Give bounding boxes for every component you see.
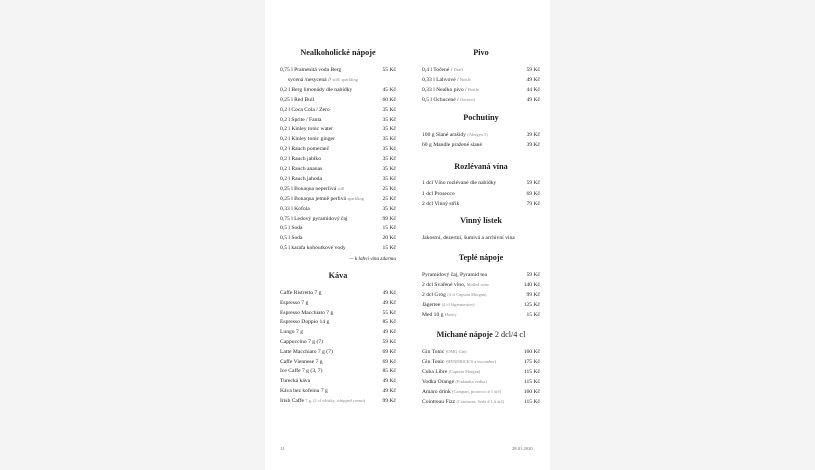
item-price: 115 Kč (523, 378, 540, 385)
menu-row (280, 105, 396, 115)
item-label: 0,2 l Kinley tonic ginger (280, 136, 335, 143)
menu-row (280, 144, 396, 154)
item-name (280, 386, 328, 396)
item-name (422, 270, 487, 280)
item-name (280, 327, 303, 337)
item-price: 69 Kč (382, 348, 396, 355)
item-price: 39 Kč (526, 142, 540, 148)
item-name (280, 65, 341, 75)
item-note: (OMG Gin) (445, 349, 467, 354)
item-price: 85 Kč (382, 368, 396, 375)
menu-row (280, 357, 396, 367)
item-label: Espresso Macchiato 7 g (280, 309, 334, 316)
item-label: 0,25 l Red Bull (280, 96, 315, 103)
item-label: 0,2 l Coca Cola / Zero (280, 106, 330, 113)
item-label: 1 dcl Víno rozlévané dle nabídky (422, 180, 497, 186)
item-name (422, 75, 471, 85)
item-label: 0,25 l Bonaqua neperlivá (280, 185, 337, 192)
item-price: 69 Kč (526, 190, 540, 197)
item-name (280, 124, 333, 134)
item-label: Cappuccino 7 g (7) (280, 339, 324, 345)
item-label: Amaro drink (422, 388, 451, 395)
item-name (422, 397, 504, 407)
item-name (422, 199, 459, 209)
item-label: Turecká káva (280, 378, 311, 385)
item-name (422, 178, 496, 188)
item-name (280, 204, 310, 214)
item-label: 0,2 l Berg limonády dle nabídky (280, 86, 353, 93)
item-label: Lungo 7 g (280, 329, 303, 336)
menu-row (422, 387, 540, 397)
item-note: (Campari, prosecco # 1 dcl) (452, 388, 502, 394)
item-name (280, 366, 322, 376)
section-title-teple: Teplé nápoje (458, 253, 504, 262)
item-price: 125 Kč (523, 302, 540, 308)
item-price: 35 Kč (382, 205, 396, 212)
item-name (280, 134, 335, 144)
item-label: sycená /nesycená // (288, 76, 332, 83)
menu-row (422, 397, 540, 407)
item-price: 49 Kč (526, 97, 540, 103)
section-title-pivo: Pivo (473, 48, 489, 57)
menu-row (422, 310, 540, 320)
item-note: (Finlandia vodka) (455, 378, 487, 384)
menu-row (280, 347, 396, 357)
item-name (280, 194, 364, 204)
item-label: Káva bez kofeinu 7 g (280, 388, 328, 394)
item-label: 0,75 l Pramenitá voda Berg (280, 67, 342, 73)
item-price: 49 Kč (382, 378, 396, 385)
item-note: still (337, 185, 345, 191)
item-name (280, 154, 321, 164)
item-price: 115 Kč (523, 398, 540, 405)
item-price: 15 Kč (382, 225, 396, 232)
item-label: Cuba Libre (422, 368, 448, 375)
menu-row (280, 174, 396, 184)
menu-row (422, 75, 540, 85)
item-note: sparkling (347, 195, 364, 201)
item-name (422, 280, 489, 290)
item-price: 35 Kč (382, 136, 396, 143)
menu-row (280, 124, 396, 134)
menu-row (422, 347, 540, 357)
menu-row (422, 95, 540, 105)
item-price: 25 Kč (382, 185, 396, 192)
item-price: 35 Kč (382, 126, 396, 133)
menu-row (280, 337, 396, 347)
menu-row (422, 270, 540, 280)
item-name (422, 347, 467, 357)
item-name (280, 233, 303, 243)
menu-row (422, 178, 540, 188)
footnote: — k lahvi vína zdarma (349, 256, 396, 262)
michane-title: Míchané nápoje (436, 330, 493, 339)
item-label: 0,33 l Kofola (280, 205, 310, 212)
item-name (280, 376, 310, 386)
item-label: 100 g Slané arašídy (422, 132, 466, 138)
item-label: 2 dcl Svařené víno, (422, 282, 466, 288)
item-label: Med 10 g (422, 312, 444, 318)
item-name (422, 65, 463, 75)
menu-row (280, 184, 396, 194)
item-price: 59 Kč (526, 180, 540, 186)
item-label: 0,4 l Točené / (422, 67, 453, 73)
right-column (422, 0, 540, 470)
item-price: 59 Kč (526, 272, 540, 278)
item-price: 99 Kč (382, 215, 396, 222)
item-label: 0,33 l Nealko pivo / (422, 87, 467, 93)
item-label: 0,75 l Ledový pyramidový čaj (280, 215, 348, 222)
menu-row (422, 189, 540, 199)
section-title-vinny: Vinný lístek (460, 216, 502, 225)
item-price: 35 Kč (382, 156, 396, 163)
menu-row (422, 130, 540, 140)
item-name (280, 308, 333, 318)
item-note: Draft (453, 67, 463, 72)
item-name (280, 337, 323, 347)
item-label: 0,2 l Rauch jahoda (280, 175, 322, 182)
item-label: 0,5 l Soda (280, 225, 303, 232)
menu-row (280, 65, 396, 75)
menu-row (280, 317, 396, 327)
menu-row (422, 140, 540, 150)
menu-row (280, 243, 396, 253)
item-label: 0,5 l karafa kohoutkové vody (280, 245, 346, 252)
item-note: (Alergen 5) (467, 132, 488, 137)
menu-row (280, 164, 396, 174)
section-title-kava: Káva (328, 271, 348, 280)
item-price: 140 Kč (523, 282, 540, 288)
item-label: Irish Caffe (280, 397, 304, 404)
item-note: Bottle (460, 77, 471, 82)
item-name (422, 300, 474, 310)
item-price: 99 Kč (526, 292, 540, 298)
menu-row (422, 357, 540, 367)
menu-row (280, 95, 396, 105)
item-name (422, 357, 496, 367)
item-name (422, 387, 501, 397)
item-label: Latte Macchiato 7 g (7) (280, 348, 333, 355)
item-price: 44 Kč (526, 87, 540, 93)
item-note: Honey (444, 312, 457, 317)
item-price: 160 Kč (523, 388, 540, 395)
item-price: 35 Kč (382, 146, 396, 153)
item-name (422, 377, 487, 387)
item-label: 0,2 l Rauch pomeranč (280, 146, 330, 153)
item-name (288, 75, 358, 85)
footnote-row (280, 254, 396, 264)
item-name (280, 214, 348, 224)
item-name (280, 144, 329, 154)
menu-row (422, 367, 540, 377)
item-name (280, 105, 330, 115)
menu-row (422, 377, 540, 387)
item-note: (4 cl Captain Morgan) (447, 292, 487, 297)
item-price: 20 Kč (382, 235, 396, 242)
menu-row (280, 115, 396, 125)
item-price: 59 Kč (526, 67, 540, 73)
item-price: 35 Kč (382, 175, 396, 182)
item-note: (4 cl Jägermeister) (441, 302, 475, 307)
item-name (280, 174, 322, 184)
section-title-michane (422, 330, 540, 339)
item-price: 85 Kč (382, 319, 396, 326)
item-price: 55 Kč (382, 309, 396, 316)
menu-row (422, 199, 540, 209)
item-price: 99 Kč (382, 397, 396, 404)
item-price: 49 Kč (382, 290, 396, 296)
item-label: 0,2 l Sprite / Fanta (280, 116, 322, 123)
item-note: still/ sparkling (332, 76, 358, 82)
item-price: 49 Kč (382, 329, 396, 336)
item-note: (HENDRICK'S a cucumber) (445, 358, 497, 364)
menu-row (280, 386, 396, 396)
menu-row (280, 233, 396, 243)
item-price: 15 Kč (382, 245, 396, 252)
item-label: Pyramidový čaj, Pyramid tea (422, 272, 487, 278)
item-note: flavored (460, 97, 475, 102)
menu-row (280, 204, 396, 214)
menu-row (280, 298, 396, 308)
item-label: Jägertee (422, 302, 441, 308)
item-name (280, 164, 322, 174)
menu-row (280, 154, 396, 164)
menu-row (422, 300, 540, 310)
menu-row (280, 396, 396, 406)
menu-row (280, 134, 396, 144)
section-title-rozlevana: Rozlévaná vína (454, 162, 508, 171)
item-name (422, 140, 482, 150)
menu-row (422, 290, 540, 300)
menu-row (422, 280, 540, 290)
item-label: Gin Tonic (422, 349, 445, 355)
item-price: 49 Kč (526, 77, 540, 83)
section-title-nealko: Nealkoholické nápoje (300, 48, 376, 57)
menu-row (422, 65, 540, 75)
item-label: 0,2 l Rauch jablko (280, 156, 322, 163)
item-name (280, 357, 323, 367)
item-name (422, 189, 455, 199)
item-label: 2 dcl Grog (422, 292, 446, 298)
item-name (422, 310, 457, 320)
vinny-text: Jakostní, dezertní, šumivá a archivní vína (422, 235, 515, 241)
item-label: 0,2 l Rauch ananas (280, 166, 323, 172)
item-note: (Captain Morgan) (448, 368, 481, 374)
page-number: 11 (280, 446, 285, 451)
menu-row (422, 85, 540, 95)
item-name (280, 298, 308, 308)
item-label: Vodka Orange (422, 378, 455, 385)
item-label: 1 dcl Prosecco (422, 190, 455, 197)
item-note: 7 g, (2 cl whisky, whipped cream) (305, 397, 366, 403)
item-price: 160 Kč (523, 349, 540, 355)
left-column (280, 0, 396, 470)
item-price: 45 Kč (382, 86, 396, 93)
item-label: 60 g Mandle pražené slané (422, 142, 482, 148)
item-label: 2 dcl Vinný střik (422, 201, 460, 207)
menu-row (280, 214, 396, 224)
item-label: 0,2 l Kinley tonic water (280, 126, 333, 133)
item-price: 69 Kč (382, 358, 396, 365)
item-price: 15 Kč (526, 312, 540, 318)
item-name (280, 243, 346, 253)
item-name (422, 290, 486, 300)
footer-date: 28.01.2020 (512, 446, 533, 451)
item-price: 79 Kč (526, 201, 540, 207)
item-name (280, 396, 365, 406)
item-label: 0,25 l Bonaqua jemně perlivá (280, 195, 347, 202)
item-label: Cointreau Fizz (422, 398, 456, 405)
item-label: 0,5 l Soda (280, 235, 303, 242)
menu-row (280, 194, 396, 204)
item-name (280, 317, 329, 327)
item-name (280, 223, 303, 233)
item-name (280, 347, 333, 357)
item-label: Ice Caffe 7 g (3, 7) (280, 368, 323, 375)
menu-row (280, 223, 396, 233)
item-price: 39 Kč (526, 132, 540, 138)
menu-row (280, 308, 396, 318)
item-price: 175 Kč (523, 358, 540, 365)
item-name (422, 85, 479, 95)
item-note: (Cointreau, Soda # 1,6 dcl) (456, 398, 505, 404)
item-name (422, 367, 480, 377)
item-name (422, 95, 475, 105)
item-note: Bottle (468, 87, 479, 92)
item-price: 25 Kč (382, 195, 396, 202)
item-label: Caffe Ristretto 7 g (280, 290, 322, 296)
item-name (280, 95, 314, 105)
item-price: 49 Kč (382, 388, 396, 394)
menu-row (280, 327, 396, 337)
item-price: 59 Kč (382, 339, 396, 345)
item-price: 115 Kč (523, 368, 540, 375)
item-name (280, 85, 352, 95)
section-title-pochutiny: Pochutiny (463, 113, 499, 122)
michane-subtitle: 2 dcl/4 cl (494, 330, 526, 339)
item-note: Mulled wine (466, 282, 489, 287)
item-label: Espresso 7 g (280, 299, 309, 306)
item-name (280, 115, 321, 125)
menu-row (280, 85, 396, 95)
item-price: 35 Kč (382, 116, 396, 123)
item-price: 55 Kč (382, 67, 396, 73)
item-label: Caffe Viennese 7 g (280, 358, 323, 365)
menu-row (280, 376, 396, 386)
menu-row (280, 288, 396, 298)
item-label: Gin Tonic (422, 358, 445, 365)
item-label: Espresso Doppio 14 g (280, 319, 330, 326)
menu-row (280, 366, 396, 376)
item-name (280, 288, 321, 298)
menu-row (280, 75, 396, 85)
item-price: 49 Kč (382, 299, 396, 306)
item-price: 60 Kč (382, 96, 396, 103)
item-name (280, 184, 344, 194)
item-label: 0,33 l Lahvové / (422, 77, 459, 83)
item-label: 0,5 l Ochucené / (422, 97, 459, 103)
item-price: 35 Kč (382, 166, 396, 172)
item-name (422, 130, 488, 140)
item-price: 35 Kč (382, 106, 396, 113)
